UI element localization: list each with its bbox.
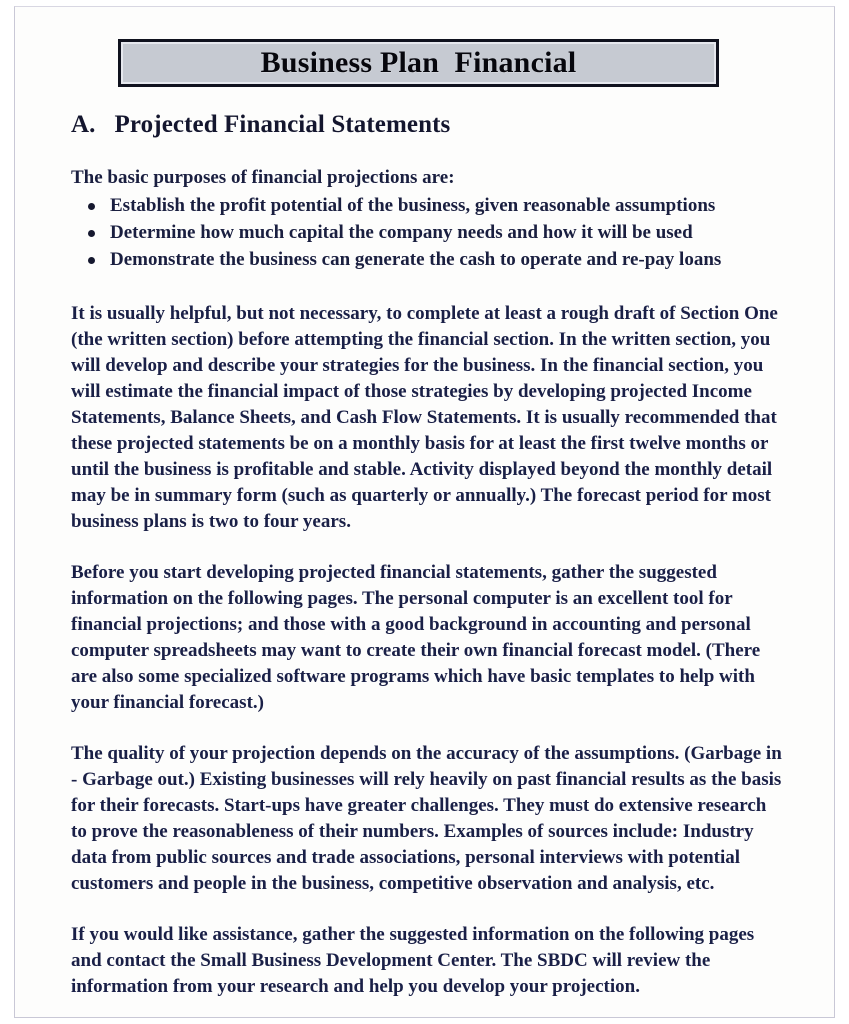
list-item-label: Determine how much capital the company needs and how it will be used	[110, 222, 693, 243]
section-heading: A. Projected Financial Statements	[71, 111, 451, 138]
paragraph-preparation: Before you start developing projected financial statements, gather the suggested information on the following pages. The personal computer is an excellent tool for financial projections; and those with a good background in accounting and personal computer spreadsheets may want to create their own financial forecast model. (There are also some specialized software programs which have basic templates to help with your financial forecast.)	[71, 562, 761, 713]
list-item	[71, 246, 783, 273]
title-banner	[118, 39, 719, 87]
paragraph-assumptions: The quality of your projection depends on the accuracy of the assumptions. (Garbage in - Garbage out.) Existing businesses will rely heavily on past financial results as the basis for their forecasts. Start-ups have greater challenges. They must do extensive research to prove the reasonableness of their numbers. Examples of sources include: Industry data from public sources and trade associations, personal interviews with potential customers and people in the business, competitive observation and analysis, etc.	[71, 743, 782, 894]
paragraph-assistance: If you would like assistance, gather the suggested information on the following pages and contact the Small Business Development Center. The SBDC will review the information from your research and help you develop your projection.	[71, 924, 755, 997]
list-item	[71, 192, 783, 219]
purpose-list	[71, 192, 783, 273]
document-title: Business Plan Financial	[260, 46, 577, 79]
document-body	[71, 111, 783, 1000]
document-page	[14, 6, 835, 1018]
bullet-icon	[88, 257, 95, 264]
title-banner-frame	[118, 39, 719, 87]
list-item-label: Demonstrate the business can generate the cash to operate and re-pay loans	[110, 249, 722, 270]
list-item	[71, 219, 783, 246]
list-item-label: Establish the profit potential of the business, given reasonable assumptions	[110, 195, 716, 216]
bullet-icon	[88, 203, 95, 210]
paragraph-projection-basics: It is usually helpful, but not necessary, to complete at least a rough draft of Section One (the written section) before attempting the financial section. In the written section, you will develop and describe your strategies for the business. In the financial section, you will estimate the financial impact of those strategies by developing projected Income Statements, Balance Sheets, and Cash Flow Statements. It is usually recommended that these projected statements be on a monthly basis for at least the first twelve months or until the business is profitable and stable. Activity displayed beyond the monthly detail may be in summary form (such as quarterly or annually.) The forecast period for most business plans is two to four years.	[71, 303, 778, 532]
purpose-lead-in: The basic purposes of financial projections are:	[71, 167, 455, 188]
bullet-icon	[88, 230, 95, 237]
